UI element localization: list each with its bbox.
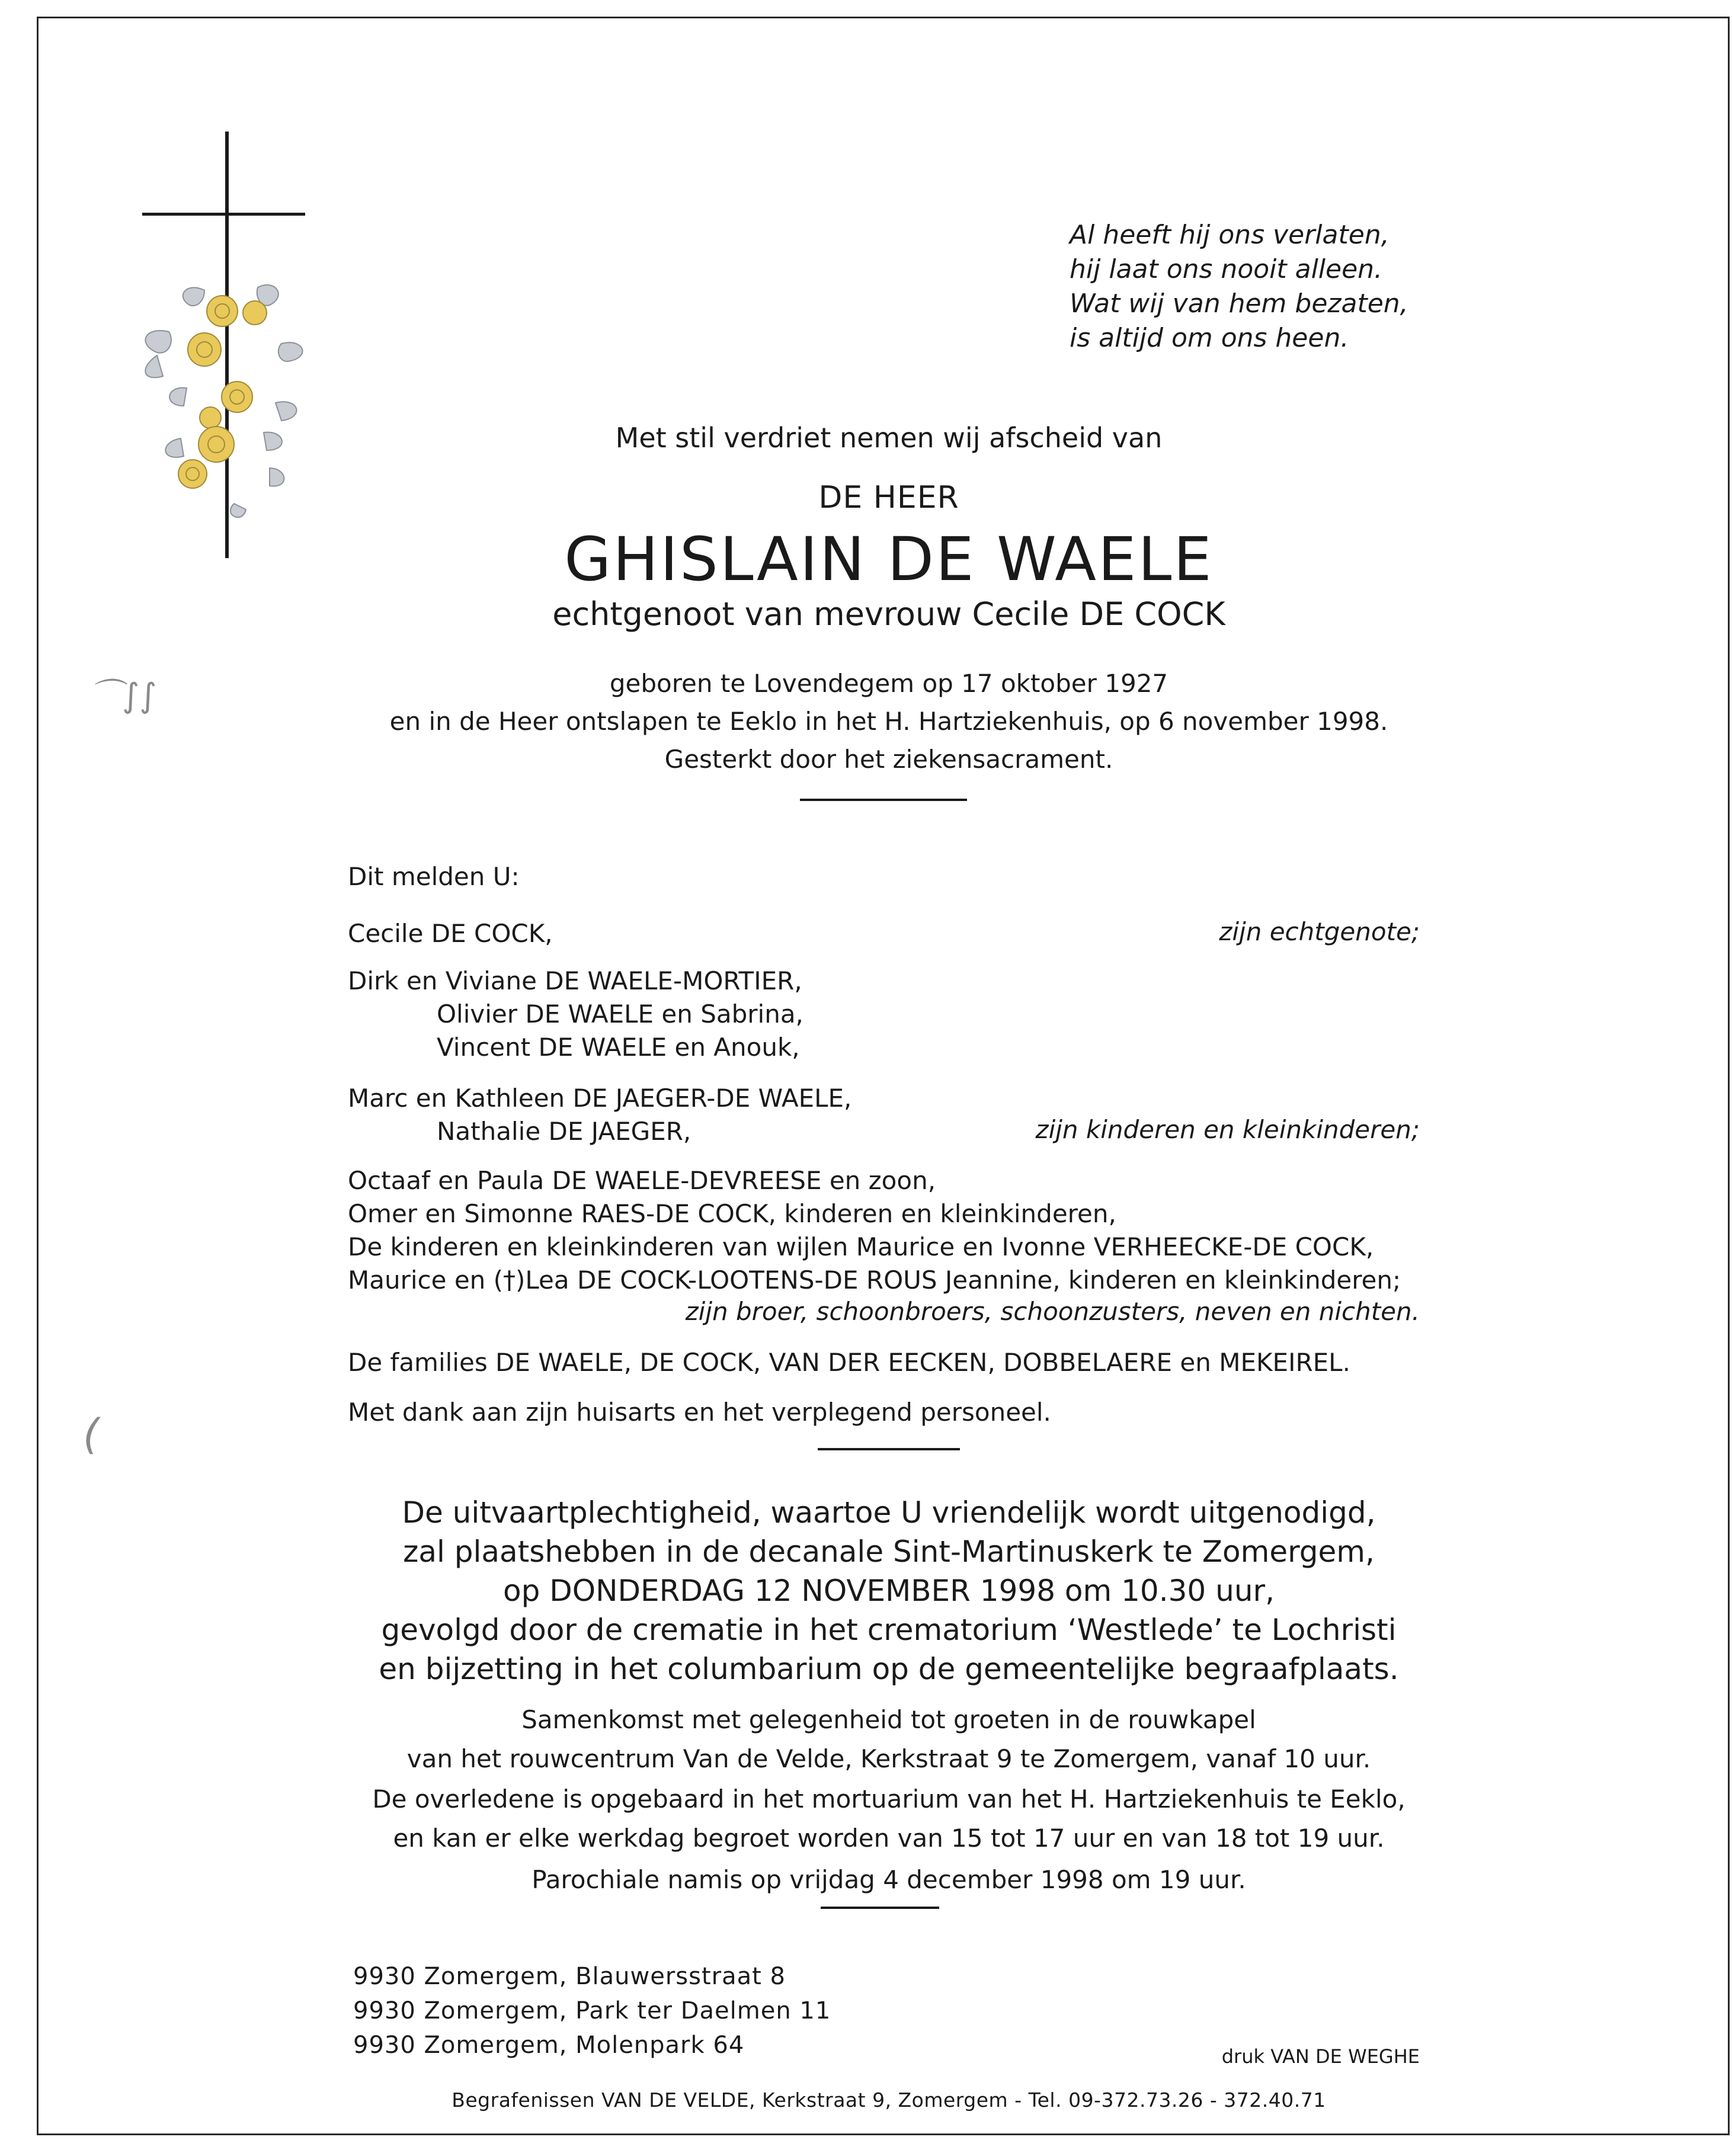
children-group-1 — [348, 965, 803, 1064]
printer-credit: druk VAN DE WEGHE — [1221, 2045, 1420, 2068]
sacrament-line: Gesterkt door het ziekensacrament. — [664, 745, 1113, 774]
family-line: De kinderen en kleinkinderen van wijlen Maurice en Ivonne VERHEECKE-DE COCK, — [348, 1232, 1374, 1261]
siblings-list — [348, 1164, 1401, 1297]
poem-line: Wat wij van hem bezaten, — [1070, 289, 1408, 319]
family-line: Omer en Simonne RAES-DE COCK, kinderen en kleinkinderen, — [348, 1199, 1116, 1228]
family-line: Vincent DE WAELE en Anouk, — [437, 1033, 800, 1062]
family-line: Olivier DE WAELE en Sabrina, — [437, 999, 803, 1029]
gathering-line: van het rouwcentrum Van de Velde, Kerkstraat 9 te Zomergem, vanaf 10 uur. — [406, 1744, 1371, 1773]
family-line: Maurice en (†)Lea DE COCK-LOOTENS-DE ROUS Jeannine, kinderen en kleinkinderen; — [348, 1266, 1401, 1295]
mass-line: Parochiale namis op vrijdag 4 december 1998 om 19 uur. — [532, 1865, 1246, 1894]
mortuary-line: De overledene is opgebaard in het mortuarium van het H. Hartziekenhuis te Eeklo, — [372, 1785, 1406, 1814]
spouse-name: Cecile DE COCK, — [348, 919, 553, 948]
death-line: en in de Heer ontslapen te Eeklo in het H. Hartziekenhuis, op 6 november 1998. — [389, 707, 1388, 736]
deceased-name: GHISLAIN DE WAELE — [564, 524, 1214, 595]
address-line: 9930 Zomergem, Park ter Daelmen 11 — [353, 1997, 831, 2024]
poem-line: Al heeft hij ons verlaten, — [1070, 220, 1390, 250]
divider — [800, 799, 967, 801]
family-line: Octaaf en Paula DE WAELE-DEVREESE en zoon, — [348, 1166, 936, 1195]
funeral-line: op DONDERDAG 12 NOVEMBER 1998 om 10.30 uur, — [503, 1574, 1275, 1608]
divider — [821, 1907, 939, 1909]
address-line: 9930 Zomergem, Blauwersstraat 8 — [353, 1963, 786, 1990]
family-line: Marc en Kathleen DE JAEGER-DE WAELE, — [348, 1084, 852, 1113]
scan-pen-mark: ⌒∫∫ — [89, 677, 157, 715]
spouse-role: zijn echtgenote; — [1219, 917, 1420, 946]
mortuary-line: en kan er elke werkdag begroet worden van 15 tot 17 uur en van 18 tot 19 uur. — [393, 1824, 1385, 1853]
gathering-line: Samenkomst met gelegenheid tot groeten in de rouwkapel — [521, 1705, 1256, 1734]
siblings-role: zijn broer, schoonbroers, schoonzusters, neven en nichten. — [685, 1297, 1420, 1326]
families-line: De families DE WAELE, DE COCK, VAN DER EECKEN, DOBBELAERE en MEKEIREL. — [348, 1348, 1350, 1377]
birth-line: geboren te Lovendegem op 17 oktober 1927 — [609, 669, 1168, 698]
spouse-line: echtgenoot van mevrouw Cecile DE COCK — [552, 595, 1225, 633]
cross-horizontal-bar — [142, 213, 305, 216]
address-line: 9930 Zomergem, Molenpark 64 — [353, 2032, 745, 2059]
honorific: DE HEER — [818, 480, 959, 515]
intro-text: Met stil verdriet nemen wij afscheid van — [615, 422, 1163, 454]
funeral-line: en bijzetting in het columbarium op de gemeentelijke begraafplaats. — [379, 1652, 1399, 1686]
funeral-details — [296, 1493, 1481, 1689]
address-list — [353, 1959, 831, 2062]
poem-line: is altijd om ons heen. — [1070, 323, 1349, 353]
mortuary-details — [296, 1780, 1481, 1858]
thanks-line: Met dank aan zijn huisarts en het verplegend personeel. — [348, 1398, 1051, 1427]
funeral-line: zal plaatshebben in de decanale Sint-Martinuskerk te Zomergem, — [403, 1534, 1375, 1569]
children-group-2 — [348, 1082, 851, 1148]
memorial-poem — [1070, 218, 1408, 355]
gathering-details — [296, 1700, 1481, 1779]
family-line: Nathalie DE JAEGER, — [437, 1117, 691, 1146]
funeral-line: De uitvaartplechtigheid, waartoe U vriendelijk wordt uitgenodigd, — [402, 1495, 1376, 1530]
divider — [818, 1448, 960, 1450]
undertaker-footer: Begrafenissen VAN DE VELDE, Kerkstraat 9, Zomergem - Tel. 09-372.73.26 - 372.40.71 — [452, 2088, 1326, 2112]
family-line: Dirk en Viviane DE WAELE-MORTIER, — [348, 966, 802, 995]
scan-pen-mark-bracket: ( — [83, 1410, 100, 1459]
poem-line: hij laat ons nooit alleen. — [1070, 254, 1383, 284]
announce-heading: Dit melden U: — [348, 862, 520, 891]
children-role: zijn kinderen en kleinkinderen; — [1035, 1115, 1420, 1144]
funeral-line: gevolgd door de crematie in het crematorium ‘Westlede’ te Lochristi — [381, 1613, 1397, 1647]
birth-death-details — [296, 665, 1481, 779]
